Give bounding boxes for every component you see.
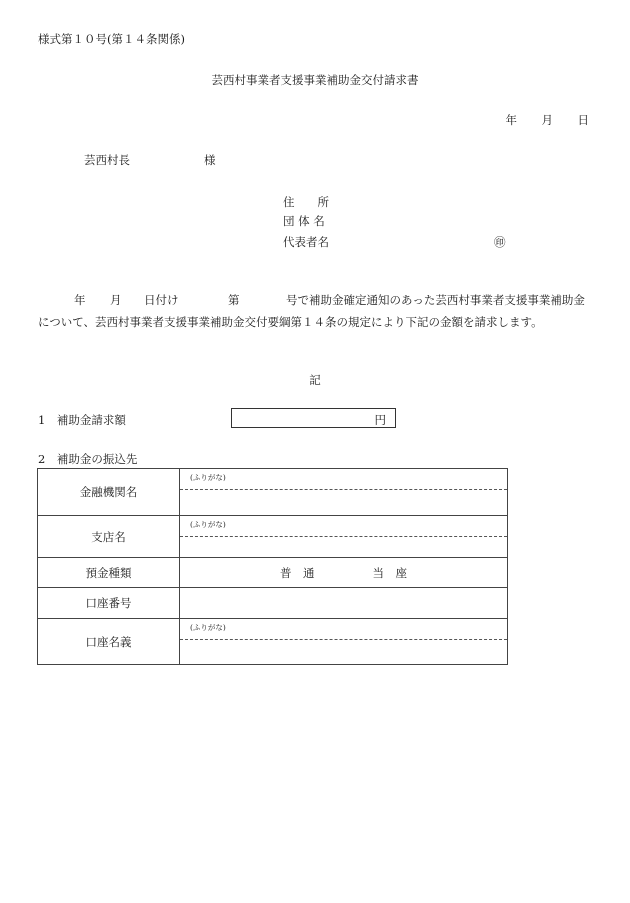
seal-mark: ㊞	[494, 235, 506, 249]
amount-box[interactable]	[231, 408, 396, 428]
applicant-address-label: 住 所	[283, 195, 329, 209]
form-number: 様式第１０号(第１４条関係)	[38, 32, 185, 46]
table-row	[38, 588, 508, 619]
amount-unit: 円	[374, 413, 386, 427]
body-year: 年	[74, 293, 86, 307]
furigana-divider	[180, 536, 507, 537]
deposit-type-toza[interactable]: 当 座	[372, 565, 407, 580]
furigana-divider	[180, 489, 507, 490]
item2-label: 2 補助金の振込先	[38, 452, 138, 466]
item1-label: 1 補助金請求額	[38, 413, 126, 427]
account-holder-furigana: (ふりがな)	[190, 623, 226, 632]
table-row	[38, 619, 508, 665]
ki-heading: 記	[309, 373, 321, 387]
deposit-type-field[interactable]	[180, 558, 508, 588]
bank-name-field[interactable]	[180, 469, 508, 516]
date-month: 月	[541, 113, 553, 127]
account-holder-label: 口座名義	[38, 619, 180, 665]
document-title: 芸西村事業者支援事業補助金交付請求書	[211, 73, 419, 87]
date-year: 年	[505, 113, 517, 127]
bank-name-label: 金融機関名	[38, 469, 180, 516]
branch-furigana: (ふりがな)	[190, 520, 226, 529]
branch-label: 支店名	[38, 516, 180, 558]
deposit-type-label: 預金種類	[38, 558, 180, 588]
account-number-field[interactable]	[180, 588, 508, 619]
table-row	[38, 469, 508, 516]
bank-table	[37, 468, 508, 665]
bank-name-furigana: (ふりがな)	[190, 473, 226, 482]
deposit-type-futsu[interactable]: 普 通	[280, 565, 315, 580]
table-row	[38, 516, 508, 558]
branch-field[interactable]	[180, 516, 508, 558]
table-row	[38, 558, 508, 588]
addressee	[84, 152, 216, 168]
account-number-label: 口座番号	[38, 588, 180, 619]
account-holder-field[interactable]	[180, 619, 508, 665]
body-line1-rest: 号で補助金確定通知のあった芸西村事業者支援事業補助金	[286, 293, 585, 307]
date-day: 日	[577, 113, 589, 127]
applicant-organization-label: 団 体 名	[283, 214, 325, 228]
applicant-representative-label: 代表者名	[283, 235, 329, 249]
body-dated: 日付け	[144, 293, 179, 307]
addressee-name: 芸西村長	[84, 153, 130, 167]
body-month: 月	[110, 293, 122, 307]
furigana-divider	[180, 639, 507, 640]
body-number-prefix: 第	[228, 293, 240, 307]
body-line-2: について、芸西村事業者支援事業補助金交付要綱第１４条の規定により下記の金額を請求します。	[38, 315, 543, 329]
date-line	[506, 112, 590, 128]
body-line-1	[74, 292, 585, 308]
addressee-honorific: 様	[204, 153, 216, 167]
